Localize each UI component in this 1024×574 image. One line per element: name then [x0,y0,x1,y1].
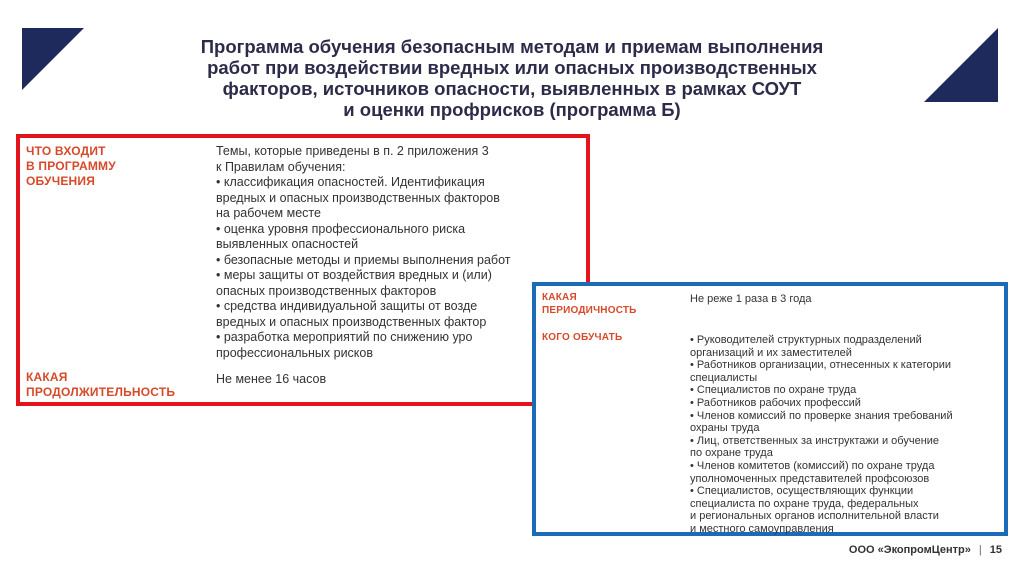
audience-line: • Лиц, ответственных за инструктажи и обучение [690,434,940,447]
program-line: • классификация опасностей. Идентификация [216,175,485,189]
audience-line: и местного самоуправления [690,522,834,535]
audience-line: • Работников организации, отнесенных к категории [690,359,952,372]
audience-line: • Членов комитетов (комиссий) по охране труда [690,459,935,472]
duration-value: Не менее 16 часов [216,372,327,386]
program-line: • разработка мероприятий по снижению уро [216,330,473,344]
audience-line: • Руководителей структурных подразделений [690,334,922,346]
program-line: • безопасные методы и приемы выполнения работ [216,252,511,267]
footer [849,544,1002,556]
frequency-value: Не реже 1 раза в 3 года [690,293,812,305]
who-to-train-list [690,334,953,536]
program-line: вредных и опасных производственных факторов [216,190,500,205]
program-line: • меры защиты от воздействия вредных и (или) [216,268,492,282]
company-name: ООО «ЭкопромЦентр» [848,544,971,556]
program-line: к Правилам обучения: [216,159,346,174]
audience-line: специалисты [690,371,758,384]
corner-triangle-right-decoration [924,28,998,102]
program-line: на рабочем месте [216,206,321,220]
program-line: выявленных опасностей [216,237,359,251]
program-line: профессиональных рисков [216,345,374,360]
program-line: • оценка уровня профессионального риска [216,221,466,236]
frequency-audience-box [532,282,1008,536]
audience-line: и региональных органов исполнительной власти [690,510,939,523]
program-content-box [16,134,590,406]
audience-line: • Специалистов, осуществляющих функции [690,485,914,498]
footer-separator: | [978,544,982,556]
program-line: опасных производственных факторов [216,283,437,298]
audience-line: • Специалистов по охране труда [690,384,857,397]
audience-line: • Членов комиссий по проверке знания требований [690,409,953,422]
frequency-label: КАКАЯ ПЕРИОДИЧНОСТЬ [542,292,637,316]
title-line: работ при воздействии вредных или опасных производственных [207,57,817,78]
page-title [110,36,914,120]
program-line: • средства индивидуальной защиты от возде [216,299,478,313]
program-line: Темы, которые приведены в п. 2 приложения 3 [216,144,489,158]
program-line: вредных и опасных производственных фактор [216,314,487,329]
who-to-train-label: КОГО ОБУЧАТЬ [542,332,623,343]
title-line: и оценки профрисков (программа Б) [343,99,681,120]
program-contents-text [216,144,511,361]
audience-line: • Работников рабочих профессий [690,396,861,409]
program-contents-label: ЧТО ВХОДИТ В ПРОГРАММУ ОБУЧЕНИЯ [26,144,116,188]
corner-triangle-left-decoration [22,28,84,90]
title-line: Программа обучения безопасным методам и приемам выполнения [200,36,824,57]
audience-line: организаций и их заместителей [690,346,852,359]
audience-line: специалиста по охране труда, федеральных [690,497,919,510]
audience-line: по охране труда [690,447,773,460]
duration-label: КАКАЯ ПРОДОЛЖИТЕЛЬНОСТЬ [26,370,176,399]
title-line: факторов, источников опасности, выявленных в рамках СОУТ [222,78,802,99]
audience-line: уполномоченных представителей профсоюзов [690,472,930,485]
page-number: 15 [989,544,1002,556]
audience-line: охраны труда [690,422,760,435]
